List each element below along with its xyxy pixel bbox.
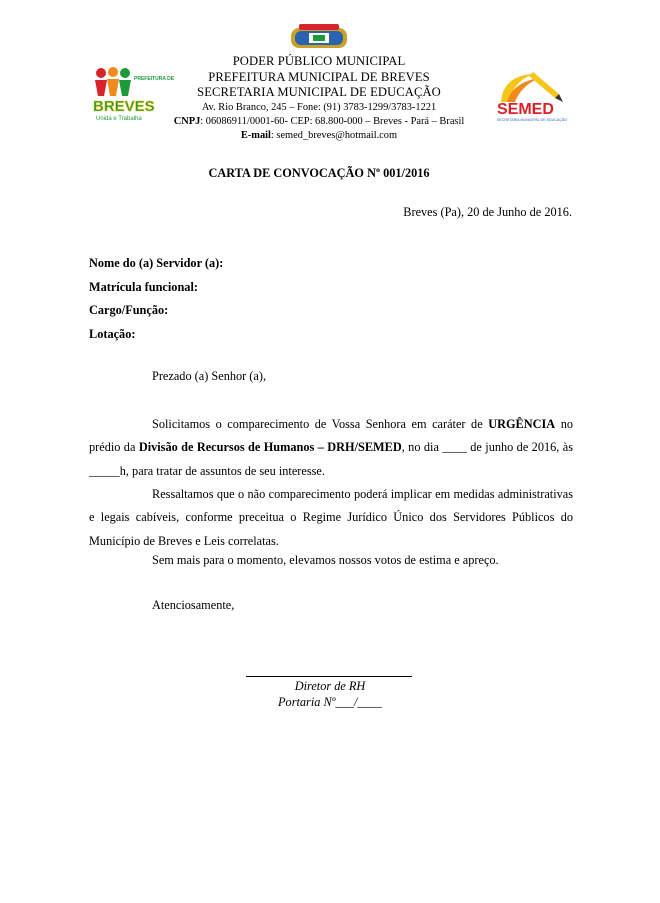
municipal-crest-icon [289,22,349,50]
email-value: : semed_breves@hotmail.com [270,129,398,141]
header-line-3: SECRETARIA MUNICIPAL DE EDUCAÇÃO [197,85,441,99]
header-address: Av. Rio Branco, 245 – Fone: (91) 3783-1299/3783-1221 [201,101,437,113]
p1-division: Divisão de Recursos de Humanos – DRH/SEMED [138,440,402,455]
svg-text:SECRETARIA MUNICIPAL DE EDUCAÇ: SECRETARIA MUNICIPAL DE EDUCAÇÃO [497,118,568,122]
header-email [150,129,488,143]
signature-line [246,676,412,677]
letterhead [150,54,488,143]
signature-portaria: Portaria Nº___/____ [278,695,382,709]
document-title: CARTA DE CONVOCAÇÃO Nº 001/2016 [208,166,430,180]
paragraph-warning: Ressaltamos que o não comparecimento poderá implicar em medidas administrativas e legais cabíveis, conforme preceitua o Regime Jurídico Único dos Servidores Públicos do Município de Breves e Leis correlatas. [89,487,573,548]
greeting: Prezado (a) Senhor (a), [152,369,267,383]
svg-text:PREFEITURA DE: PREFEITURA DE [134,76,175,82]
cnpj-value: : 06086911/0001-60- CEP: 68.800-000 – Breves - Pará – Brasil [200,115,465,127]
p1-text-1: Solicitamos o comparecimento de Vossa Senhora em caráter de [152,417,489,431]
cnpj-label: CNPJ [173,115,201,127]
recipient-fields [89,256,223,350]
email-label: E-mail [240,129,271,141]
field-placement-label: Lotação: [89,326,136,341]
p1-urgency: URGÊNCIA [488,417,556,431]
document-date: Breves (Pa), 20 de Junho de 2016. [403,205,572,219]
paragraph-convocation [89,413,573,483]
svg-text:SEMED: SEMED [497,101,554,118]
prefeitura-breves-logo [92,66,175,122]
svg-text:Unida e Trabalha: Unida e Trabalha [96,116,142,122]
header-line-2: PREFEITURA MUNICIPAL DE BREVES [208,69,430,84]
p1-text-3: , no dia ____ de junho de 2016, às _____h, para tratar de assuntos de seu interesse. [89,440,573,478]
svg-text:BREVES: BREVES [93,98,155,115]
field-registration-label: Matrícula funcional: [89,279,198,294]
header-cnpj [150,115,488,129]
paragraph-closing-remarks: Sem mais para o momento, elevamos nossos votos de estima e apreço. [152,553,499,567]
semed-logo [493,68,568,122]
field-role-label: Cargo/Função: [89,303,169,317]
field-name-label: Nome do (a) Servidor (a): [89,256,224,270]
header-line-1: PODER PÚBLICO MUNICIPAL [232,54,406,68]
closing-salutation: Atenciosamente, [152,598,235,612]
p1-text-2: no prédio da [89,417,574,455]
signature-role: Diretor de RH [294,679,366,693]
